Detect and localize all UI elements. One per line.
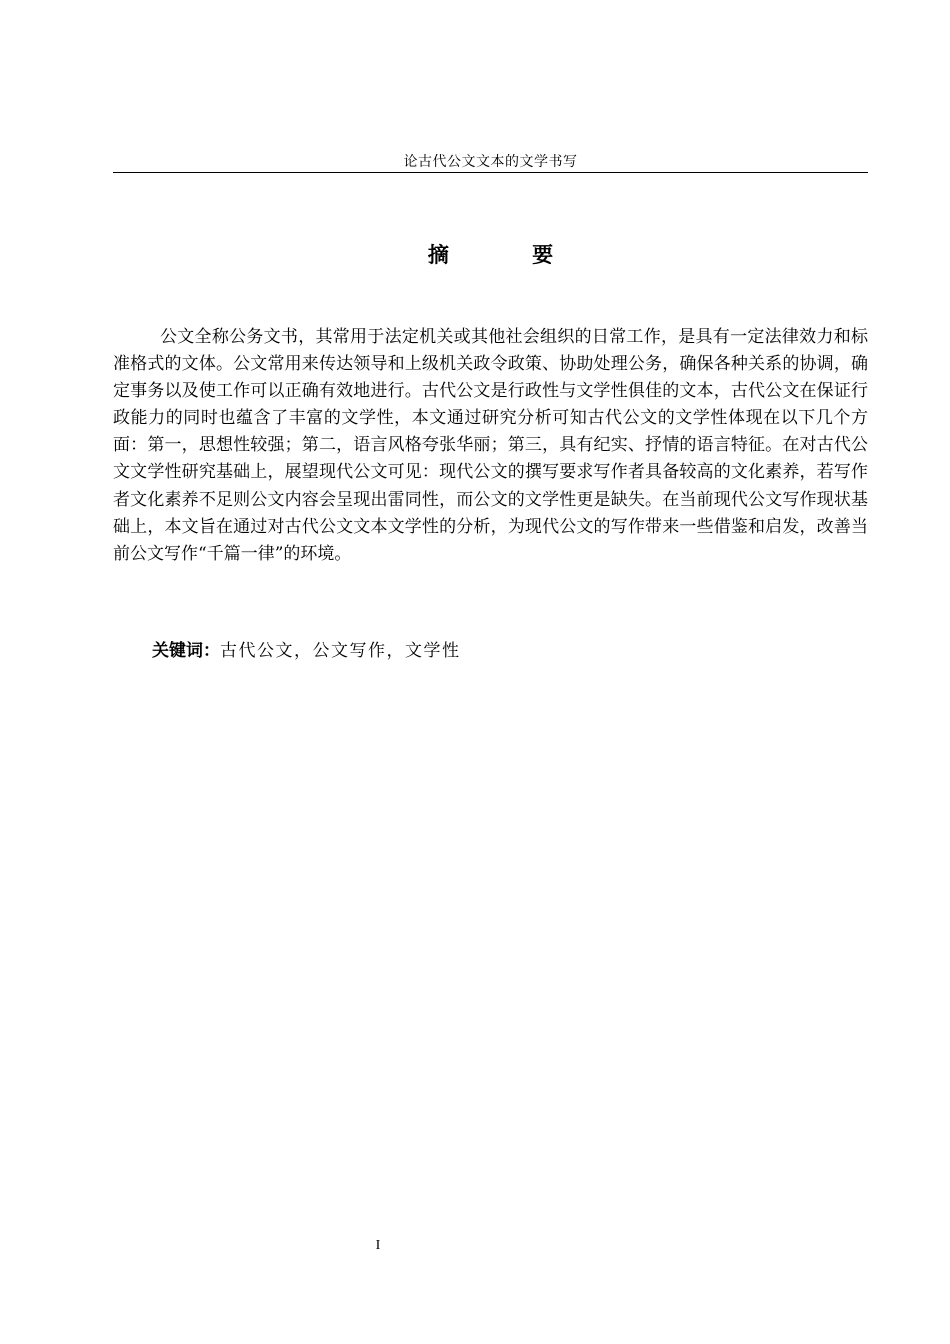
page-number: I <box>375 1238 381 1253</box>
header-rule <box>113 172 868 173</box>
keywords-line <box>152 638 868 665</box>
keywords-label: 关键词： <box>152 641 220 661</box>
abstract-body: 公文全称公务文书，其常用于法定机关或其他社会组织的日常工作，是具有一定法律效力和标准格式的文体。公文常用来传达领导和上级机关政令政策、协助处理公务，确保各种关系的协调，确定事务以及使工作可以正确有效地进行。古代公文是行政性与文学性俱佳的文本，古代公文在保证行政能力的同时也蕴含了丰富的文学性，本文通过研究分析可知古代公文的文学性体现在以下几个方面：第一，思想性较强；第二，语言风格夸张华丽；第三，具有纪实、抒情的语言特征。在对古代公文文学性研究基础上，展望现代公文可见：现代公文的撰写要求写作者具备较高的文化素养，若写作者文化素养不足则公文内容会呈现出雷同性，而公文的文学性更是缺失。在当前现代公文写作现状基础上，本文旨在通过对古代公文文本文学性的分析，为现代公文的写作带来一些借鉴和启发，改善当前公文写作“千篇一律”的环境。 <box>113 327 868 564</box>
abstract-title: 摘 要 <box>427 243 592 267</box>
running-header: 论古代公文文本的文学书写 <box>403 154 578 170</box>
keywords-text: 古代公文，公文写作，文学性 <box>220 641 461 661</box>
